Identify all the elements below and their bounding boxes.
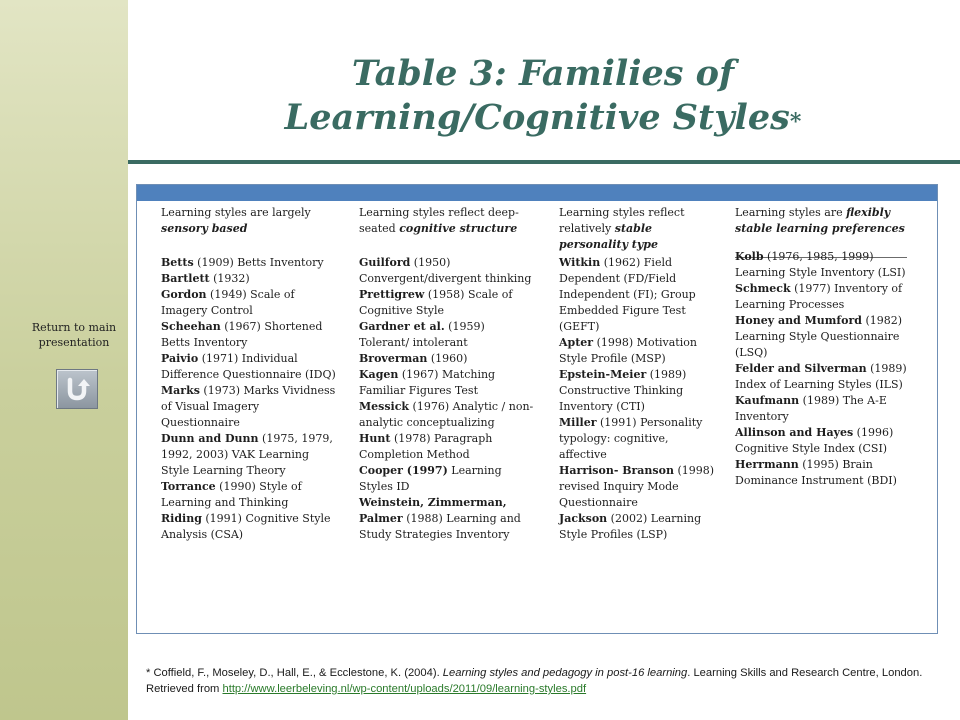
entry-detail: (1998) revised Inquiry Mode Questionnaire xyxy=(559,464,715,509)
entry-detail: (1989) The A-E Inventory xyxy=(735,394,887,423)
table-entry xyxy=(559,335,717,367)
entry-detail: (1977) Inventory of Learning Processes xyxy=(735,282,903,311)
table-entry xyxy=(559,415,717,463)
citation-footnote: * Coffield, F., Moseley, D., Hall, E., & Ecclestone, K. (2004). Learning styles and pedagogy in post-16 learning. Learning Skills and Research Centre, London. Retrieved from http://www.leerbeleving.nl/wp-content/uploads/2011/09/learning-styles.pdf xyxy=(146,667,923,695)
table-entry xyxy=(161,287,339,319)
entry-detail: (1949) Scale of Imagery Control xyxy=(161,288,295,317)
author-name: Gardner et al. xyxy=(359,320,445,333)
entry-detail: (1989) Index of Learning Styles (ILS) xyxy=(735,362,907,391)
entry-detail: Learning Styles ID xyxy=(359,464,502,493)
table-entry xyxy=(359,287,537,319)
author-name: Kolb xyxy=(735,250,764,263)
table-entry xyxy=(359,495,537,543)
title-line-2-text: Learning/Cognitive Styles xyxy=(284,97,790,138)
title-star: * xyxy=(789,109,802,135)
title-line-2 xyxy=(128,96,958,144)
table-entry xyxy=(161,271,339,287)
table-entry xyxy=(735,393,911,425)
author-name: Kagen xyxy=(359,368,399,381)
entry-detail: (1976, 1985, 1999) Learning Style Inventory (LSI) xyxy=(735,250,906,279)
author-name: Allinson and Hayes xyxy=(735,426,854,439)
entry-detail: (1975, 1979, 1992, 2003) VAK Learning Style Learning Theory xyxy=(161,432,333,477)
author-name: Felder and Silverman xyxy=(735,362,867,375)
table-entry xyxy=(161,351,339,383)
author-name: Broverman xyxy=(359,352,428,365)
author-name: Messick xyxy=(359,400,410,413)
column-header: Learning styles are largely sensory based xyxy=(161,206,311,235)
author-name: Marks xyxy=(161,384,200,397)
table-entry xyxy=(161,479,339,511)
entry-detail: (1932) xyxy=(209,272,250,285)
entry-detail: (1959) Tolerant/ intolerant xyxy=(359,320,485,349)
author-name: Cooper (1997) xyxy=(359,464,448,477)
column-header: Learning styles reflect deep-seated cognitive structure xyxy=(359,206,519,235)
table-entry xyxy=(735,361,911,393)
column-entries xyxy=(359,255,537,543)
page-title xyxy=(128,52,958,144)
table-entry xyxy=(559,463,717,511)
book-title: Learning styles and pedagogy in post-16 learning xyxy=(442,667,688,679)
title-line-1: Table 3: Families of xyxy=(351,53,735,94)
author-name: Torrance xyxy=(161,480,216,493)
table-entry xyxy=(359,351,537,367)
return-button[interactable] xyxy=(56,369,98,409)
sidebar xyxy=(0,0,128,720)
table-entry xyxy=(735,457,911,489)
entry-detail: (1990) Style of Learning and Thinking xyxy=(161,480,302,509)
table-column-flexible xyxy=(735,205,911,489)
author-name: Scheehan xyxy=(161,320,221,333)
table-entry xyxy=(735,313,911,361)
source-link[interactable]: http://www.leerbeleving.nl/wp-content/uploads/2011/09/learning-styles.pdf xyxy=(222,683,587,695)
author-name: Harrison- Branson xyxy=(559,464,674,477)
author-name: Epstein-Meier xyxy=(559,368,647,381)
author-name: Betts xyxy=(161,256,194,269)
table-entry xyxy=(735,249,911,281)
table-header-bar xyxy=(137,185,937,201)
entry-detail: (1976) Analytic / non-analytic conceptualizing xyxy=(359,400,534,429)
author-name: Weinstein, Zimmerman, Palmer xyxy=(359,496,507,525)
entry-detail: (1971) Individual Difference Questionnaire (IDQ) xyxy=(161,352,336,381)
entry-detail: (1960) xyxy=(427,352,468,365)
author-name: Prettigrew xyxy=(359,288,425,301)
entry-detail: (1967) Shortened Betts Inventory xyxy=(161,320,323,349)
entry-detail: (1989) Constructive Thinking Inventory (CTI) xyxy=(559,368,687,413)
table-entry xyxy=(359,319,537,351)
entry-detail: (1909) Betts Inventory xyxy=(193,256,324,269)
table-entry xyxy=(735,281,911,313)
entry-detail: (1962) Field Dependent (FD/Field Independent (FI); Group Embedded Figure Test (GEFT) xyxy=(559,256,696,333)
return-to-main-link[interactable]: Return to main presentation xyxy=(31,321,117,349)
author-name: Gordon xyxy=(161,288,207,301)
table-entry xyxy=(359,255,537,287)
column-header: Learning styles are flexibly stable learning preferences xyxy=(735,206,905,235)
table-entry xyxy=(359,399,537,431)
table-column-sensory xyxy=(161,205,339,543)
column-entries xyxy=(559,255,717,543)
entry-detail: (1978) Paragraph Completion Method xyxy=(359,432,493,461)
styles-table xyxy=(136,184,938,634)
entry-detail: (1973) Marks Vividness of Visual Imagery Questionnaire xyxy=(161,384,336,429)
entry-detail: (1991) Cognitive Style Analysis (CSA) xyxy=(161,512,331,541)
title-divider xyxy=(128,160,960,164)
author-name: Dunn and Dunn xyxy=(161,432,259,445)
entry-detail: (1958) Scale of Cognitive Style xyxy=(359,288,513,317)
entry-detail: (1995) Brain Dominance Instrument (BDI) xyxy=(735,458,897,487)
table-entry xyxy=(161,319,339,351)
table-entry xyxy=(559,367,717,415)
table-entry xyxy=(359,367,537,399)
author-name: Apter xyxy=(559,336,594,349)
entry-detail: (1996) Cognitive Style Index (CSI) xyxy=(735,426,894,455)
table-entry xyxy=(161,383,339,431)
table-entry xyxy=(359,431,537,463)
author-name: Jackson xyxy=(559,512,608,525)
table-entry xyxy=(735,425,911,457)
author-name: Hunt xyxy=(359,432,391,445)
table-entry xyxy=(359,463,537,495)
table-entry xyxy=(161,255,339,271)
column-entries xyxy=(161,255,339,543)
author-name: Herrmann xyxy=(735,458,799,471)
column-entries xyxy=(735,249,911,489)
author-name: Kaufmann xyxy=(735,394,800,407)
entry-detail: (1967) Matching Familiar Figures Test xyxy=(359,368,496,397)
entry-detail: (1950) Convergent/divergent thinking xyxy=(359,256,532,285)
author-name: Witkin xyxy=(559,256,601,269)
entry-detail: (1982) Learning Style Questionnaire (LSQ) xyxy=(735,314,903,359)
table-entry xyxy=(161,431,339,479)
author-name: Guilford xyxy=(359,256,411,269)
entry-detail: (1998) Motivation Style Profile (MSP) xyxy=(559,336,697,365)
table-column-cognitive xyxy=(359,205,537,543)
column-header: Learning styles reflect relatively stable personality type xyxy=(559,206,685,251)
entry-detail: (1991) Personality typology: cognitive, affective xyxy=(559,416,703,461)
author-name: Paivio xyxy=(161,352,199,365)
author-name: Bartlett xyxy=(161,272,210,285)
author-name: Honey and Mumford xyxy=(735,314,862,327)
entry-detail: (2002) Learning Style Profiles (LSP) xyxy=(559,512,702,541)
table-column-personality xyxy=(559,205,717,543)
table-entry xyxy=(559,255,717,335)
table-entry xyxy=(559,511,717,543)
entry-detail: (1988) Learning and Study Strategies Inventory xyxy=(359,512,521,541)
author-name: Schmeck xyxy=(735,282,791,295)
table-entry xyxy=(161,511,339,543)
author-name: Riding xyxy=(161,512,202,525)
author-name: Miller xyxy=(559,416,597,429)
